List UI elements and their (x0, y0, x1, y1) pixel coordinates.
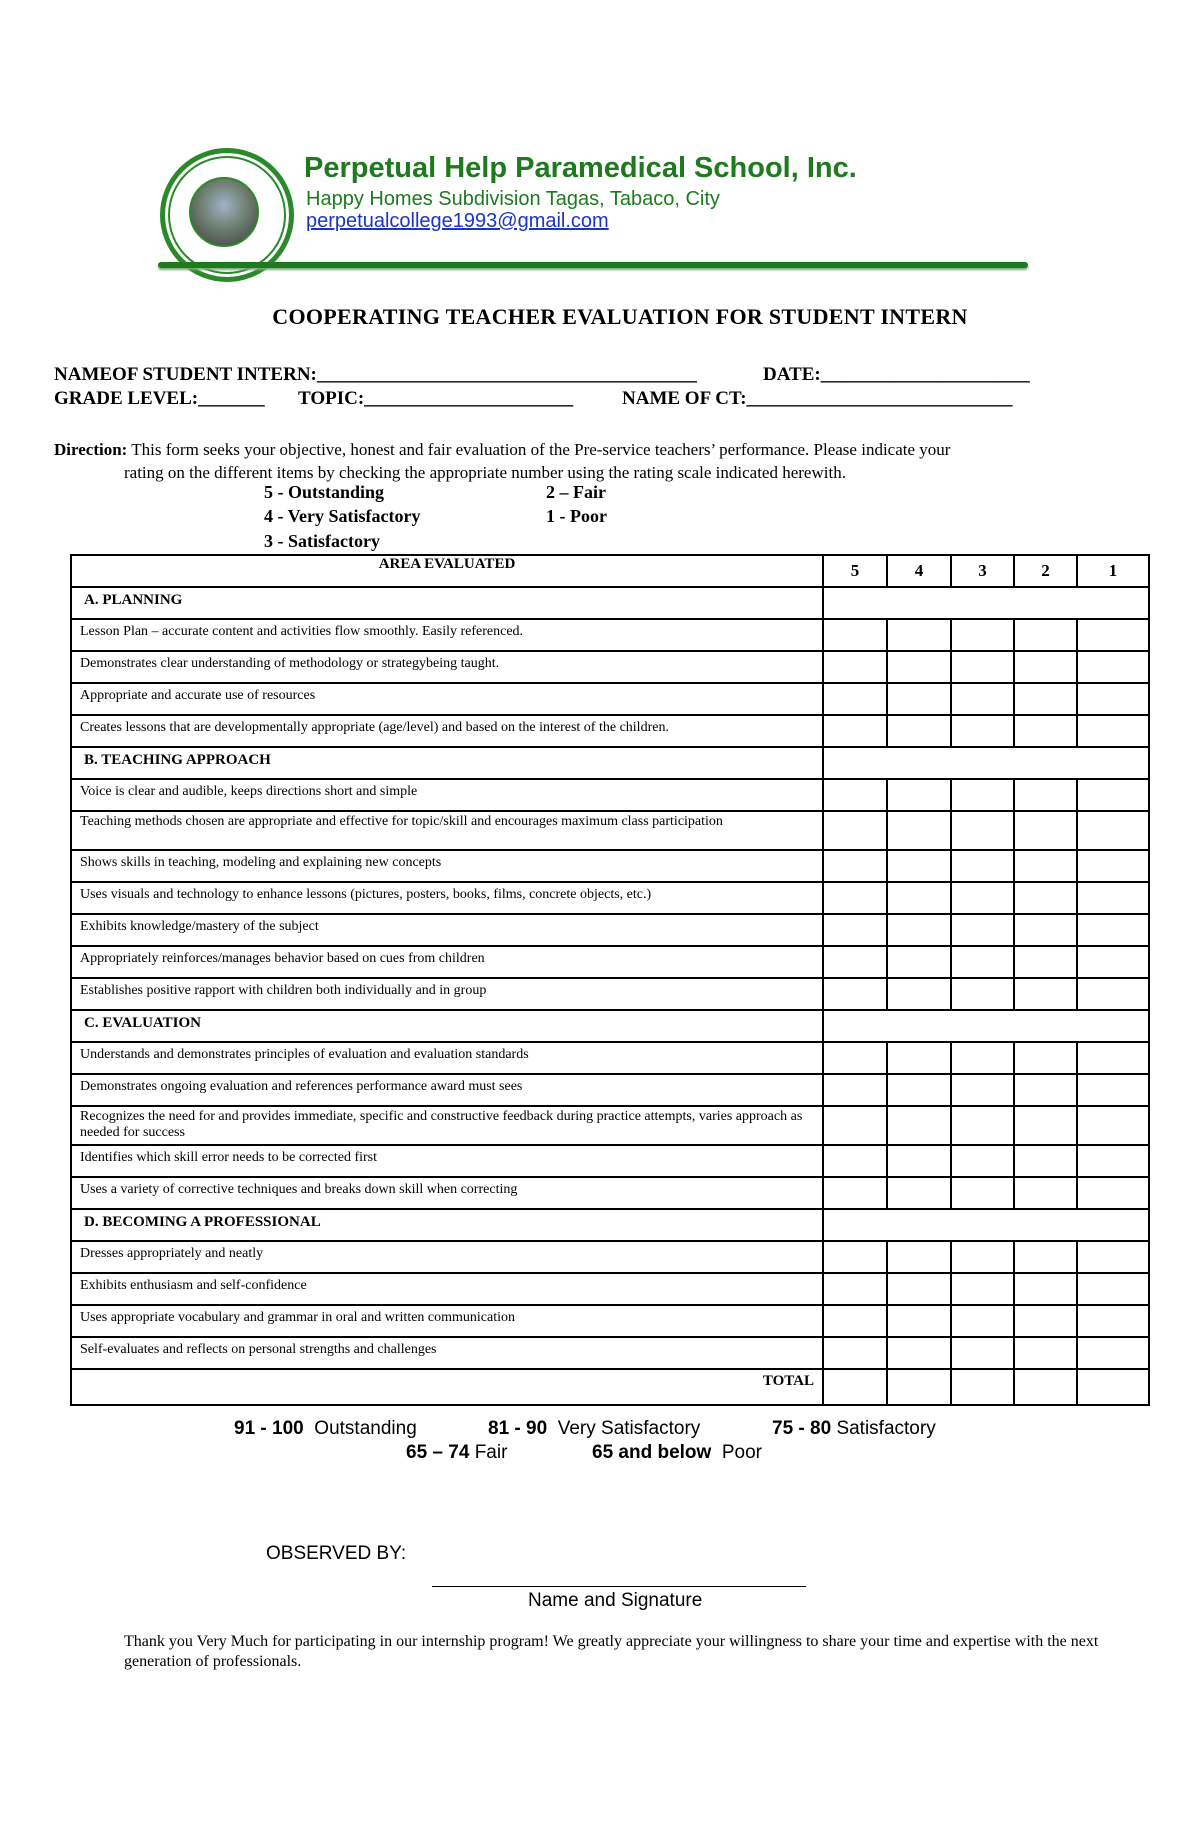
section-title: A. PLANNING (71, 587, 823, 619)
criterion-rating-2[interactable] (1014, 1273, 1077, 1305)
criterion-rating-2[interactable] (1014, 1074, 1077, 1106)
criterion-rating-3[interactable] (951, 850, 1014, 882)
criterion-text: Teaching methods chosen are appropriate and effective for topic/skill and encourages maximum class participation (71, 811, 823, 850)
criterion-rating-2[interactable] (1014, 1305, 1077, 1337)
legend-range-outstanding: 91 - 100 (234, 1418, 304, 1439)
thank-you-note: Thank you Very Much for participating in our internship program! We greatly appreciate your willingness to share your time and expertise with the next generation of professionals. (124, 1633, 1099, 1670)
criterion-rating-1[interactable] (1077, 651, 1149, 683)
table-row (71, 1042, 1149, 1074)
criterion-rating-2[interactable] (1014, 715, 1077, 747)
criterion-rating-4[interactable] (887, 1145, 951, 1177)
table-row (71, 651, 1149, 683)
criterion-rating-4[interactable] (887, 715, 951, 747)
table-row (71, 1337, 1149, 1369)
criterion-rating-1[interactable] (1077, 715, 1149, 747)
scale-2: 2 – Fair (546, 482, 606, 502)
criterion-text: Exhibits knowledge/mastery of the subject (71, 914, 823, 946)
topic-field[interactable]: TOPIC:______________________ (298, 388, 574, 409)
criterion-rating-2[interactable] (1014, 882, 1077, 914)
criterion-rating-3[interactable] (951, 946, 1014, 978)
total-rating-1[interactable] (1077, 1369, 1149, 1405)
school-email-link[interactable]: perpetualcollege1993@gmail.com (306, 210, 609, 232)
grade-level-field[interactable]: GRADE LEVEL:_______ (54, 388, 265, 409)
criterion-rating-3[interactable] (951, 715, 1014, 747)
criterion-rating-5[interactable] (823, 914, 887, 946)
criterion-rating-5[interactable] (823, 946, 887, 978)
legend-label-poor: Poor (721, 1442, 763, 1463)
criterion-rating-3[interactable] (951, 811, 1014, 850)
table-row (71, 1145, 1149, 1177)
table-row (71, 946, 1149, 978)
legend-label-fair: Fair (474, 1442, 508, 1463)
rating-header-3: 3 (951, 555, 1014, 587)
criterion-rating-4[interactable] (887, 1074, 951, 1106)
section-title: B. TEACHING APPROACH (71, 747, 823, 779)
criterion-rating-1[interactable] (1077, 946, 1149, 978)
table-row (71, 619, 1149, 651)
criterion-rating-5[interactable] (823, 811, 887, 850)
direction-label: Direction: (54, 440, 128, 459)
criterion-rating-4[interactable] (887, 1042, 951, 1074)
criterion-rating-5[interactable] (823, 850, 887, 882)
rating-header-4: 4 (887, 555, 951, 587)
section-row (71, 747, 1149, 779)
criterion-rating-5[interactable] (823, 1145, 887, 1177)
criterion-rating-5[interactable] (823, 1305, 887, 1337)
criterion-rating-3[interactable] (951, 619, 1014, 651)
table-row (71, 978, 1149, 1010)
criterion-rating-5[interactable] (823, 683, 887, 715)
criterion-rating-5[interactable] (823, 1337, 887, 1369)
scale-4: 4 - Very Satisfactory (264, 506, 421, 526)
criterion-rating-2[interactable] (1014, 779, 1077, 811)
criterion-rating-5[interactable] (823, 1074, 887, 1106)
legend-range-satisfactory: 75 - 80 (772, 1418, 832, 1439)
criterion-rating-4[interactable] (887, 1177, 951, 1209)
criterion-rating-1[interactable] (1077, 683, 1149, 715)
legend-range-very-satisfactory: 81 - 90 (488, 1418, 548, 1439)
school-address: Happy Homes Subdivision Tagas, Tabaco, City (306, 188, 720, 210)
criterion-rating-2[interactable] (1014, 914, 1077, 946)
criterion-rating-1[interactable] (1077, 1337, 1149, 1369)
criterion-rating-1[interactable] (1077, 1177, 1149, 1209)
table-row (71, 683, 1149, 715)
criterion-rating-4[interactable] (887, 779, 951, 811)
direction-line-2: rating on the different items by checking the appropriate number using the rating scale indicated herewith. (124, 463, 846, 482)
criterion-rating-4[interactable] (887, 914, 951, 946)
legend-label-satisfactory: Satisfactory (836, 1418, 936, 1439)
criterion-rating-5[interactable] (823, 619, 887, 651)
total-label: TOTAL (71, 1369, 823, 1405)
criterion-rating-3[interactable] (951, 1273, 1014, 1305)
school-name: Perpetual Help Paramedical School, Inc. (304, 152, 857, 184)
criterion-text: Appropriately reinforces/manages behavior based on cues from children (71, 946, 823, 978)
criterion-rating-2[interactable] (1014, 850, 1077, 882)
criterion-text: Establishes positive rapport with children both individually and in group (71, 978, 823, 1010)
area-evaluated-header: AREA EVALUATED (71, 555, 823, 587)
criterion-rating-3[interactable] (951, 651, 1014, 683)
criterion-rating-1[interactable] (1077, 850, 1149, 882)
criterion-text: Exhibits enthusiasm and self-confidence (71, 1273, 823, 1305)
total-rating-2[interactable] (1014, 1369, 1077, 1405)
legend-row-1 (234, 1418, 417, 1440)
criterion-rating-1[interactable] (1077, 1106, 1149, 1145)
criterion-rating-1[interactable] (1077, 779, 1149, 811)
table-row (71, 850, 1149, 882)
rating-header-2: 2 (1014, 555, 1077, 587)
legend-label-outstanding: Outstanding (314, 1418, 417, 1439)
criterion-rating-1[interactable] (1077, 882, 1149, 914)
scale-3: 3 - Satisfactory (264, 531, 380, 551)
criterion-rating-3[interactable] (951, 1337, 1014, 1369)
criterion-rating-5[interactable] (823, 651, 887, 683)
criterion-rating-3[interactable] (951, 978, 1014, 1010)
criterion-rating-2[interactable] (1014, 1042, 1077, 1074)
section-row (71, 1010, 1149, 1042)
criterion-rating-3[interactable] (951, 779, 1014, 811)
table-row (71, 1273, 1149, 1305)
criterion-rating-1[interactable] (1077, 1074, 1149, 1106)
header-divider (158, 262, 1028, 268)
criterion-text: Uses appropriate vocabulary and grammar in oral and written communication (71, 1305, 823, 1337)
criterion-rating-3[interactable] (951, 1177, 1014, 1209)
criterion-rating-5[interactable] (823, 1273, 887, 1305)
table-row (71, 779, 1149, 811)
criterion-rating-1[interactable] (1077, 1273, 1149, 1305)
criterion-text: Uses visuals and technology to enhance lessons (pictures, posters, books, films, concrete objects, etc.) (71, 882, 823, 914)
legend-label-very-satisfactory: Very Satisfactory (557, 1418, 701, 1439)
criterion-text: Shows skills in teaching, modeling and explaining new concepts (71, 850, 823, 882)
criterion-rating-2[interactable] (1014, 1337, 1077, 1369)
criterion-rating-3[interactable] (951, 1145, 1014, 1177)
criterion-text: Demonstrates ongoing evaluation and references performance award must sees (71, 1074, 823, 1106)
criterion-rating-4[interactable] (887, 882, 951, 914)
criterion-rating-2[interactable] (1014, 946, 1077, 978)
table-row (71, 715, 1149, 747)
criterion-rating-4[interactable] (887, 683, 951, 715)
evaluation-table (70, 554, 1150, 1406)
criterion-rating-1[interactable] (1077, 619, 1149, 651)
criterion-rating-1[interactable] (1077, 1241, 1149, 1273)
criterion-text: Demonstrates clear understanding of methodology or strategybeing taught. (71, 651, 823, 683)
rating-header-5: 5 (823, 555, 887, 587)
legend-range-poor: 65 and below (592, 1442, 712, 1463)
total-rating-3[interactable] (951, 1369, 1014, 1405)
student-intern-field[interactable]: NAMEOF STUDENT INTERN:________________________________________ (54, 364, 697, 385)
criterion-rating-5[interactable] (823, 779, 887, 811)
section-rating-blank (823, 1209, 1149, 1241)
criterion-rating-2[interactable] (1014, 811, 1077, 850)
criterion-rating-3[interactable] (951, 1042, 1014, 1074)
total-rating-5[interactable] (823, 1369, 887, 1405)
table-row (71, 1305, 1149, 1337)
criterion-rating-2[interactable] (1014, 683, 1077, 715)
criterion-rating-5[interactable] (823, 1241, 887, 1273)
name-of-ct-field[interactable]: NAME OF CT:____________________________ (622, 388, 1013, 409)
table-row (71, 811, 1149, 850)
date-field[interactable]: DATE:______________________ (763, 364, 1030, 385)
criterion-text: Creates lessons that are developmentally appropriate (age/level) and based on the interest of the children. (71, 715, 823, 747)
form-title: COOPERATING TEACHER EVALUATION FOR STUDENT INTERN (272, 304, 968, 329)
criterion-rating-1[interactable] (1077, 1305, 1149, 1337)
criterion-rating-5[interactable] (823, 1106, 887, 1145)
section-rating-blank (823, 587, 1149, 619)
criterion-rating-3[interactable] (951, 914, 1014, 946)
table-row (71, 914, 1149, 946)
total-row (71, 1369, 1149, 1405)
criterion-rating-5[interactable] (823, 1042, 887, 1074)
criterion-rating-5[interactable] (823, 715, 887, 747)
section-row (71, 587, 1149, 619)
table-header-row (71, 555, 1149, 587)
criterion-text: Voice is clear and audible, keeps directions short and simple (71, 779, 823, 811)
criterion-text: Uses a variety of corrective techniques and breaks down skill when correcting (71, 1177, 823, 1209)
criterion-rating-4[interactable] (887, 619, 951, 651)
legend-row-1c (772, 1418, 936, 1440)
criterion-rating-2[interactable] (1014, 1177, 1077, 1209)
legend-row-2b (592, 1442, 762, 1464)
criterion-rating-5[interactable] (823, 882, 887, 914)
criterion-rating-2[interactable] (1014, 1145, 1077, 1177)
section-title: D. BECOMING A PROFESSIONAL (71, 1209, 823, 1241)
section-rating-blank (823, 747, 1149, 779)
criterion-rating-4[interactable] (887, 1106, 951, 1145)
signature-label: Name and Signature (528, 1590, 703, 1611)
table-row (71, 1177, 1149, 1209)
criterion-rating-1[interactable] (1077, 811, 1149, 850)
criterion-rating-4[interactable] (887, 1337, 951, 1369)
criterion-rating-3[interactable] (951, 683, 1014, 715)
legend-row-2 (406, 1442, 507, 1464)
scale-1: 1 - Poor (546, 506, 607, 526)
criterion-text: Identifies which skill error needs to be corrected first (71, 1145, 823, 1177)
criterion-rating-2[interactable] (1014, 651, 1077, 683)
criterion-rating-4[interactable] (887, 811, 951, 850)
legend-row-1b (488, 1418, 700, 1440)
criterion-text: Understands and demonstrates principles of evaluation and evaluation standards (71, 1042, 823, 1074)
criterion-rating-4[interactable] (887, 946, 951, 978)
criterion-text: Dresses appropriately and neatly (71, 1241, 823, 1273)
criterion-rating-4[interactable] (887, 978, 951, 1010)
table-row (71, 1106, 1149, 1145)
criterion-text: Lesson Plan – accurate content and activities flow smoothly. Easily referenced. (71, 619, 823, 651)
criterion-rating-5[interactable] (823, 978, 887, 1010)
rating-header-1: 1 (1077, 555, 1149, 587)
criterion-rating-3[interactable] (951, 882, 1014, 914)
criterion-rating-3[interactable] (951, 1305, 1014, 1337)
total-rating-4[interactable] (887, 1369, 951, 1405)
criterion-rating-3[interactable] (951, 1106, 1014, 1145)
criterion-text: Appropriate and accurate use of resources (71, 683, 823, 715)
criterion-rating-2[interactable] (1014, 619, 1077, 651)
signature-line[interactable] (432, 1586, 806, 1587)
section-title: C. EVALUATION (71, 1010, 823, 1042)
observed-by-label: OBSERVED BY: (266, 1543, 407, 1564)
section-row (71, 1209, 1149, 1241)
criterion-text: Recognizes the need for and provides immediate, specific and constructive feedback during practice attempts, varies approach as needed for success (71, 1106, 823, 1145)
criterion-rating-3[interactable] (951, 1074, 1014, 1106)
legend-range-fair: 65 – 74 (406, 1442, 470, 1463)
criterion-rating-1[interactable] (1077, 978, 1149, 1010)
criterion-rating-4[interactable] (887, 1273, 951, 1305)
table-row (71, 1241, 1149, 1273)
criterion-rating-4[interactable] (887, 1241, 951, 1273)
criterion-rating-1[interactable] (1077, 914, 1149, 946)
table-row (71, 882, 1149, 914)
criterion-rating-4[interactable] (887, 1305, 951, 1337)
direction-text (54, 438, 1114, 484)
criterion-rating-2[interactable] (1014, 978, 1077, 1010)
criterion-rating-1[interactable] (1077, 1042, 1149, 1074)
criterion-rating-1[interactable] (1077, 1145, 1149, 1177)
criterion-rating-4[interactable] (887, 651, 951, 683)
table-row (71, 1074, 1149, 1106)
direction-line-1: This form seeks your objective, honest and fair evaluation of the Pre-service teachers’ performance. Please indicate your (131, 440, 951, 459)
criterion-rating-4[interactable] (887, 850, 951, 882)
criterion-text: Self-evaluates and reflects on personal strengths and challenges (71, 1337, 823, 1369)
criterion-rating-3[interactable] (951, 1241, 1014, 1273)
criterion-rating-2[interactable] (1014, 1241, 1077, 1273)
criterion-rating-2[interactable] (1014, 1106, 1077, 1145)
section-rating-blank (823, 1010, 1149, 1042)
criterion-rating-5[interactable] (823, 1177, 887, 1209)
scale-5: 5 - Outstanding (264, 482, 385, 502)
